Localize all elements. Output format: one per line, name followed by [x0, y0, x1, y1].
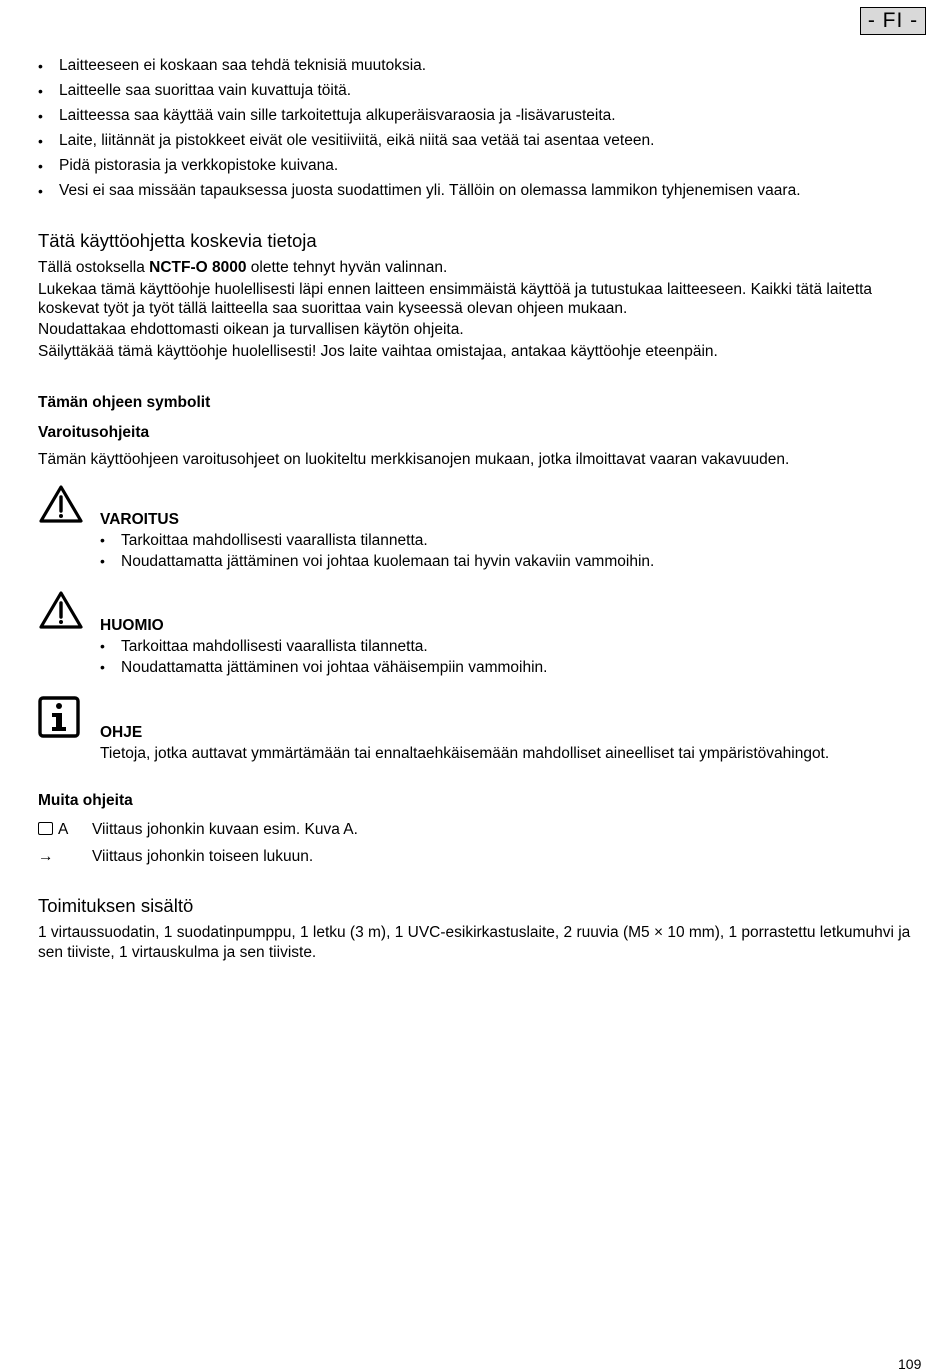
list-item: • Laitteeseen ei koskaan saa tehdä teknisiä muutoksia.: [38, 56, 928, 81]
ohje-title: OHJE: [100, 724, 143, 741]
figure-reference-symbol: A: [38, 820, 92, 840]
list-item: • Tarkoittaa mahdollisesti vaarallista tilannetta.: [100, 636, 930, 657]
list-item: • Vesi ei saa missään tapauksessa juosta suodattimen yli. Tällöin on olemassa lammikon tyhjenemisen vaara.: [38, 181, 928, 206]
varoitus-block: [100, 510, 930, 572]
list-item: • Laite, liitännät ja pistokkeet eivät ole vesitiiviitä, eikä niitä saa vetää tai asentaa veteen.: [38, 131, 928, 156]
about-para-keep: Säilyttäkää tämä käyttöohje huolellisesti! Jos laite vaihtaa omistajaa, antakaa käyttöohje eteenpäin.: [38, 343, 718, 360]
caution-triangle-icon: [38, 590, 84, 630]
list-item: • Pidä pistorasia ja verkkopistoke kuivana.: [38, 156, 928, 181]
intro-after: olette tehnyt hyvän valinnan.: [246, 259, 448, 276]
list-item: • Laitteelle saa suorittaa vain kuvattuja töitä.: [38, 81, 928, 106]
arrow-right-icon: →: [38, 848, 54, 865]
product-name: NCTF-O 8000: [149, 259, 247, 276]
figure-reference-text: Viittaus johonkin kuvaan esim. Kuva A.: [92, 821, 358, 838]
about-para-read: Lukekaa tämä käyttöohje huolellisesti läpi ennen laitteen ensimmäistä käyttöä ja tutustukaa laitteeseen. Kaikki tätä laitetta koskevat työt ja työt tällä laitteella saa suorittaa vain kyseessä olevan ohjeen mukaan.: [38, 281, 873, 317]
warnings-intro: Tämän käyttöohjeen varoitusohjeet on luokiteltu merkkisanojen mukaan, jotka ilmoittavat vaaran vakavuuden.: [38, 451, 790, 468]
warnings-heading: Varoitusohjeita: [38, 424, 150, 441]
about-intro: [38, 258, 923, 278]
warning-triangle-icon: [38, 484, 84, 524]
page-number: 109: [898, 1356, 922, 1372]
symbols-heading: Tämän ohjeen symbolit: [38, 394, 211, 411]
chapter-reference-row: [38, 847, 313, 867]
varoitus-list: [100, 530, 930, 572]
about-section: [38, 258, 923, 364]
delivery-text: 1 virtaussuodatin, 1 suodatinpumppu, 1 letku (3 m), 1 UVC-esikirkastuslaite, 2 ruuvia (M5 × 10 mm), 1 porrastettu letkumuhvi ja sen tiiviste, 1 virtauskulma ja sen tiiviste.: [38, 924, 911, 961]
varoitus-title: VAROITUS: [100, 511, 179, 528]
language-badge: - FI -: [860, 7, 926, 35]
list-item: • Noudattamatta jättäminen voi johtaa vähäisempiin vammoihin.: [100, 657, 930, 678]
other-heading: Muita ohjeita: [38, 792, 133, 809]
about-heading: Tätä käyttöohjetta koskevia tietoja: [38, 230, 317, 251]
delivery-heading: Toimituksen sisältö: [38, 895, 194, 916]
list-item: • Laitteessa saa käyttää vain sille tarkoitettuja alkuperäisvaraosia ja -lisävarusteita.: [38, 106, 928, 131]
huomio-block: [100, 616, 930, 678]
huomio-title: HUOMIO: [100, 617, 164, 634]
huomio-list: [100, 636, 930, 678]
figure-reference-row: [38, 820, 358, 840]
list-item: • Tarkoittaa mahdollisesti vaarallista tilannetta.: [100, 530, 930, 551]
figure-box-icon: [38, 822, 53, 835]
ohje-block: [100, 723, 930, 764]
chapter-reference-text: Viittaus johonkin toiseen lukuun.: [92, 848, 314, 865]
about-para-follow: Noudattakaa ehdottomasti oikean ja turvallisen käytön ohjeita.: [38, 321, 464, 338]
info-icon: [38, 696, 82, 738]
safety-bullet-list: [38, 56, 928, 206]
ohje-text: Tietoja, jotka auttavat ymmärtämään tai ennaltaehkäisemään mahdolliset aineelliset tai ympäristövahingot.: [100, 745, 830, 762]
list-item: • Noudattamatta jättäminen voi johtaa kuolemaan tai hyvin vakaviin vammoihin.: [100, 551, 930, 572]
intro-before: Tällä ostoksella: [38, 259, 150, 276]
